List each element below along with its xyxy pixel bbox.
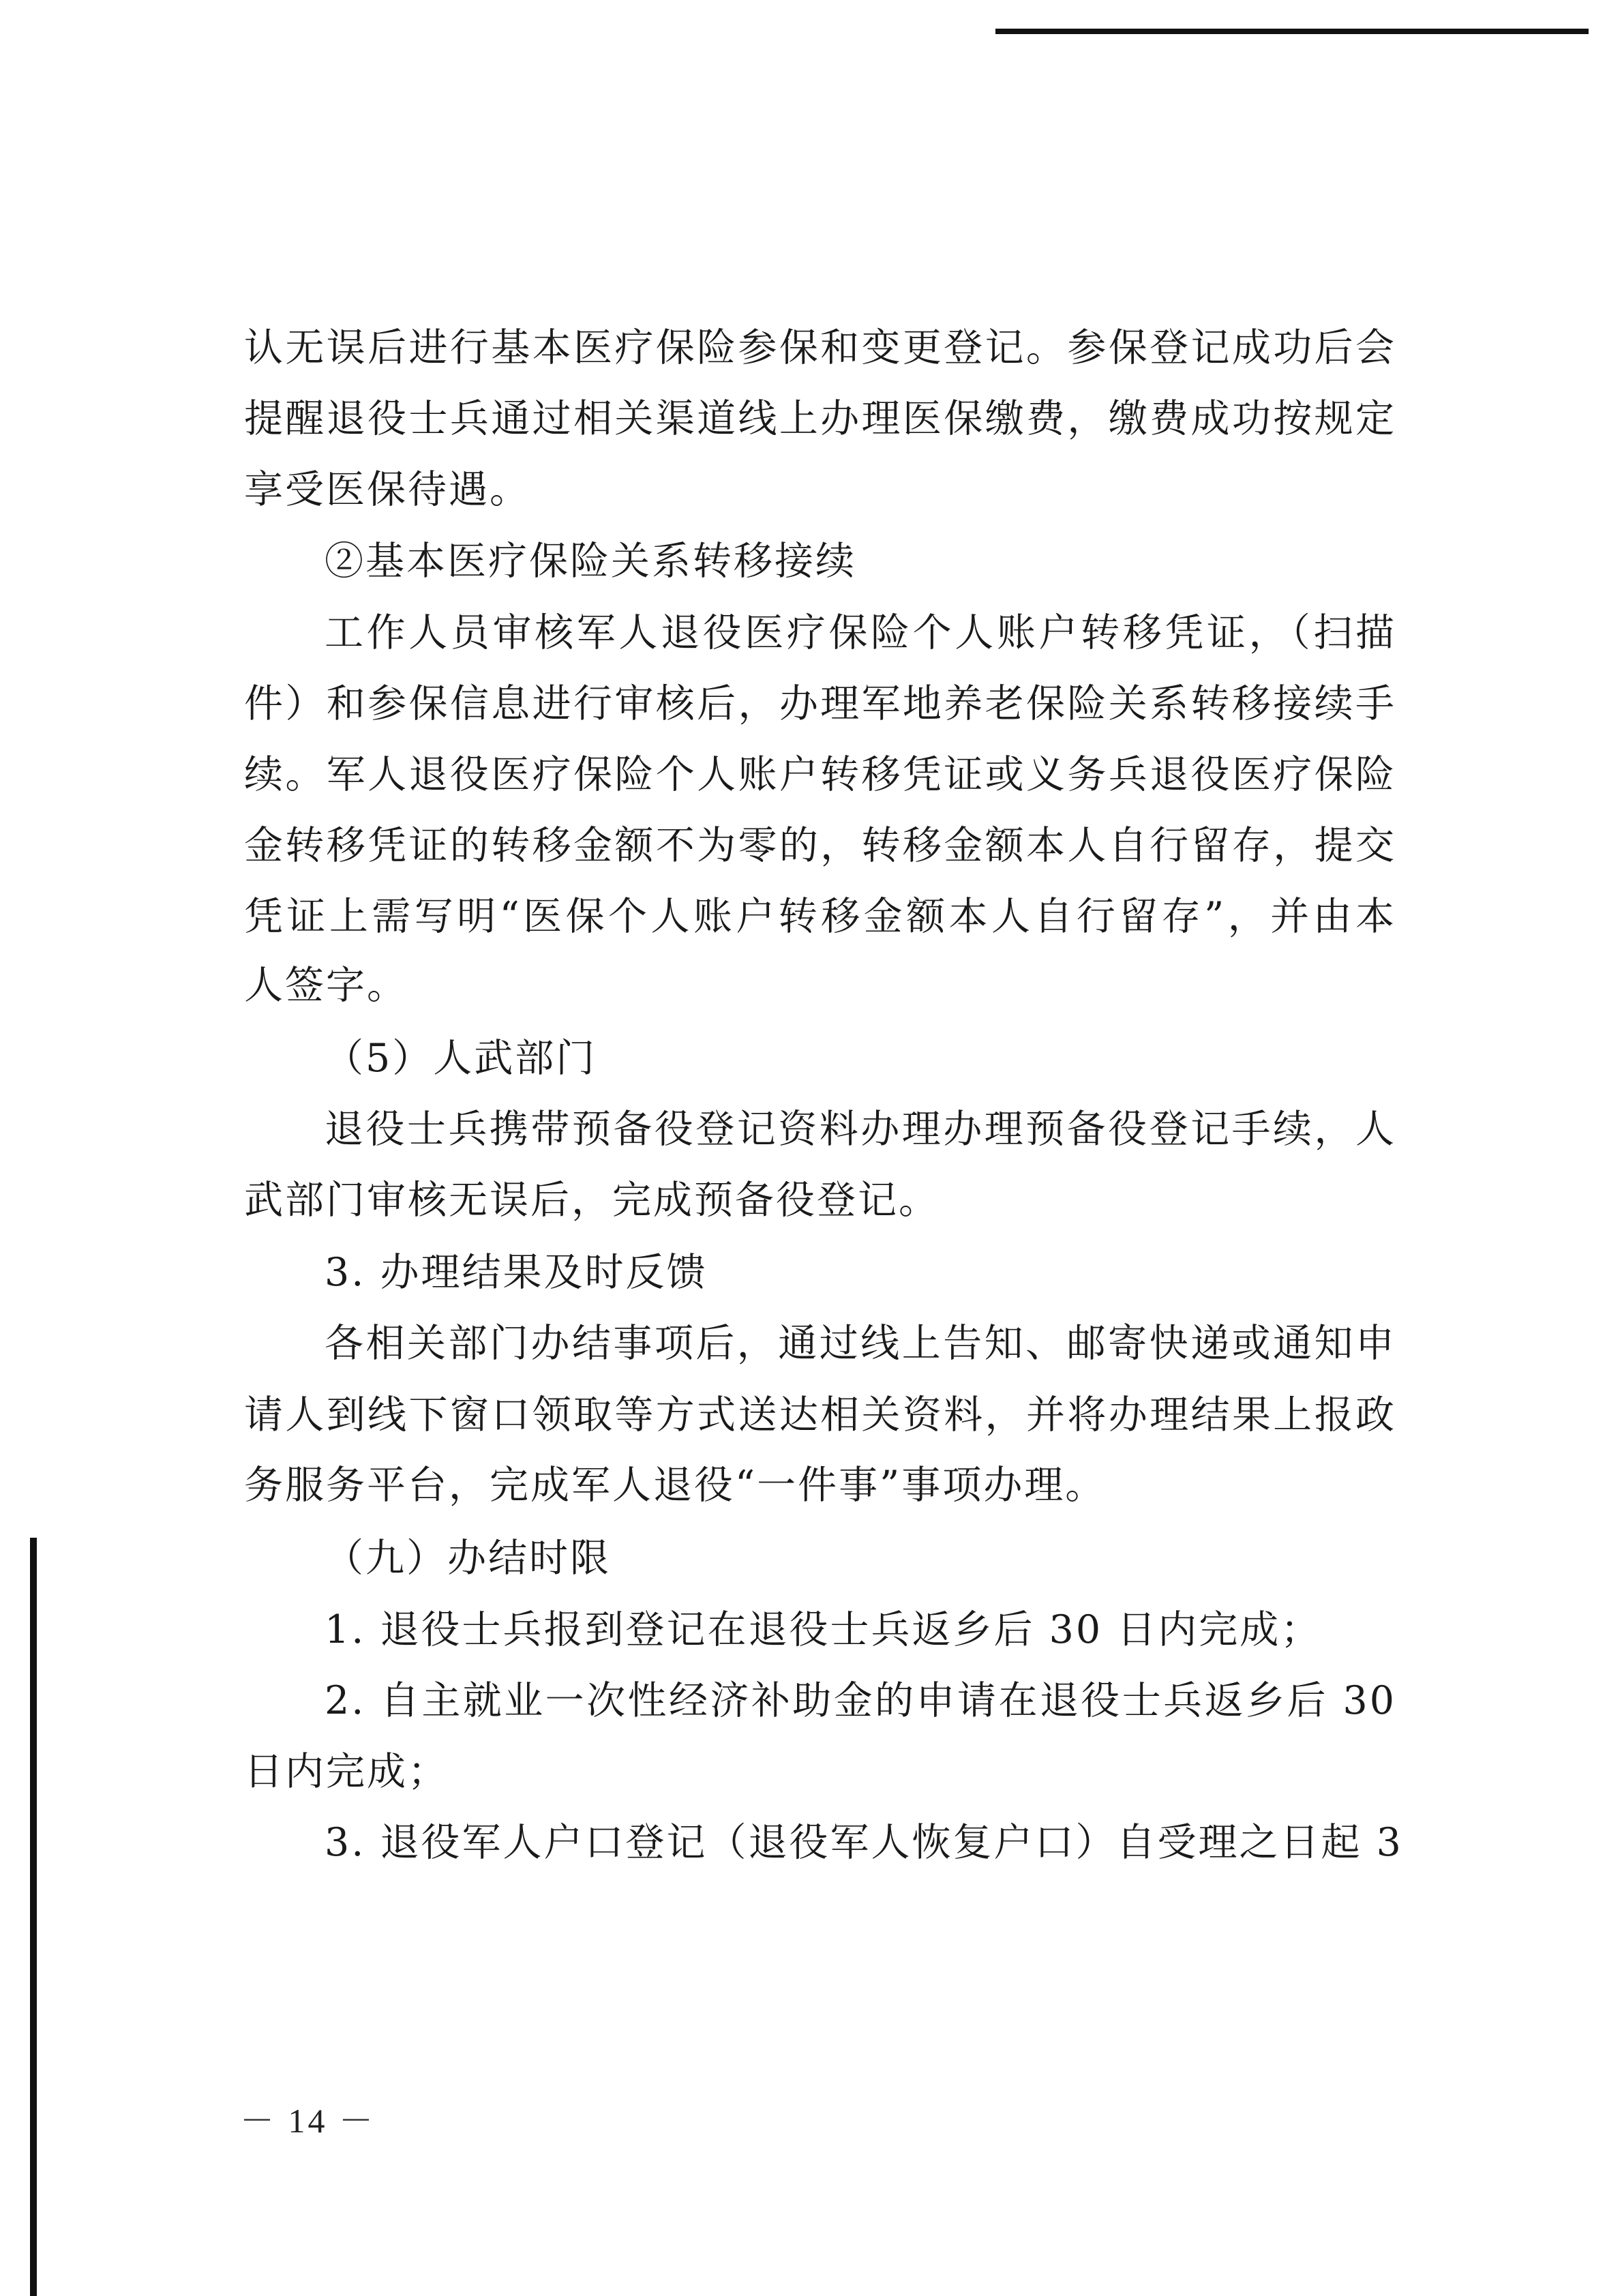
body-line-13: 武部门审核无误后，完成预备役登记。 [244, 1178, 940, 1223]
body-line-7: 续。军人退役医疗保险个人账户转移凭证或义务兵退役医疗保险 [244, 752, 1396, 797]
body-line-10: 人签字。 [244, 963, 408, 1008]
body-line-16: 请人到线下窗口领取等方式送达相关资料，并将办理结果上报政 [244, 1392, 1396, 1437]
body-line-9: 凭证上需写明“医保个人账户转移金额本人自行留存”，并由本 [244, 894, 1396, 939]
scan-top-rule [995, 29, 1589, 34]
page-number: － 14 － [240, 2102, 376, 2140]
list-item-2: 2. 自主就业一次性经济补助金的申请在退役士兵返乡后 30 [325, 1678, 1396, 1723]
list-item-1: 1. 退役士兵报到登记在退役士兵返乡后 30 日内完成； [325, 1607, 1322, 1652]
body-line-15: 各相关部门办结事项后，通过线上告知、邮寄快递或通知申 [325, 1321, 1396, 1366]
section-heading-armed-forces: （5）人武部门 [325, 1036, 597, 1081]
body-line-12: 退役士兵携带预备役登记资料办理办理预备役登记手续，人 [325, 1107, 1396, 1152]
body-line-6: 件）和参保信息进行审核后，办理军地养老保险关系转移接续手 [244, 681, 1396, 726]
body-line-5: 工作人员审核军人退役医疗保险个人账户转移凭证，（扫描 [325, 610, 1396, 655]
scan-left-edge [30, 1538, 37, 2296]
section-heading-time-limit: （九）办结时限 [325, 1536, 611, 1581]
body-line-3: 享受医保待遇。 [244, 467, 530, 512]
body-line-8: 金转移凭证的转移金额不为零的，转移金额本人自行留存，提交 [244, 823, 1396, 868]
list-item-2-continued: 日内完成； [244, 1749, 449, 1794]
section-heading-feedback: 3. 办理结果及时反馈 [325, 1250, 708, 1295]
body-line-1: 认无误后进行基本医疗保险参保和变更登记。参保登记成功后会 [244, 325, 1396, 370]
body-line-17: 务服务平台，完成军人退役“一件事”事项办理。 [244, 1463, 1107, 1508]
section-heading-medical-transfer: ②基本医疗保险关系转移接续 [325, 539, 856, 584]
body-line-2: 提醒退役士兵通过相关渠道线上办理医保缴费，缴费成功按规定 [244, 396, 1396, 441]
list-item-3: 3. 退役军人户口登记（退役军人恢复户口）自受理之日起 3 [325, 1820, 1403, 1865]
